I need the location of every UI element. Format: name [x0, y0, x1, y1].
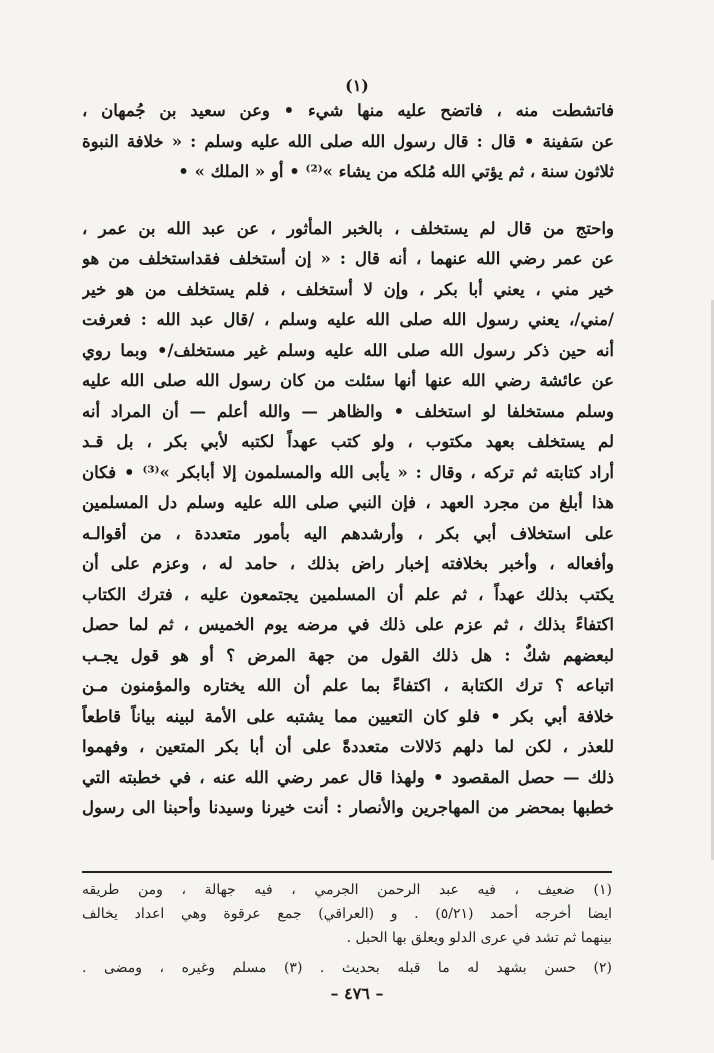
text-line: فاتشطت منه ، فاتضح عليه منها شيء • وعن سعيد بن جُمهان ، — [82, 101, 614, 120]
text-line: وأفعاله ، وأخبر بخلافته إخبار راض بذلك ، حامد له ، وعزم على أن — [82, 554, 614, 573]
text-line: اتباعه ؟ ترك الكتابة ، اكتفاءً بما علم أن الله يختاره والمؤمنون مـن — [82, 676, 614, 695]
footnote-separator — [82, 871, 612, 873]
footnote-line: (١) ضعيف ، فيه عبد الرحمن الجرمي ، فيه جهالة ، ومن طريقه — [82, 882, 612, 898]
footnote-line: بينهما ثم تشد في عرى الدلو ويعلق بها الحبل . — [346, 930, 612, 946]
main-text — [82, 96, 614, 824]
text-line: لم يستخلف بعهد مكتوب ، ولو كتب عهداً لكتبه لأبي بكر ، بل قـد — [82, 432, 614, 451]
text-line: خطبها بمحضر من المهاجرين والأنصار : أنت خيرنا وسيدنا وأحبنا الى رسول — [82, 798, 614, 817]
text-line: لبعضهم شكٌ : هل ذلك القول من جهة المرض ؟ أو هو قول يجـب — [82, 645, 614, 665]
text-line: على استخلاف أبي بكر ، وأرشدهم اليه بأمور متعددة ، من أقوالـه — [82, 523, 614, 543]
text-line: ذلك — حصل المقصود • ولهذا قال عمر رضي الله عنه ، في خطبته التي — [82, 767, 614, 787]
page-number: – ٤٧٦ – — [330, 984, 384, 1003]
note-marker: (١) — [345, 76, 369, 95]
text-line: اكتفاءً بذلك ، ثم عزم على ذلك في مرضه يوم الخميس ، ثم لما حصل — [82, 615, 614, 634]
text-line: أراد كتابته ثم تركه ، وقال : « يأبى الله والمسلمون إلا أبابكر »⁽³⁾ • فكان — [82, 462, 614, 482]
footnote-line: ايضا أخرجه أحمد (٥/٢١) . و (العراقي) جمع عرقوة وهي اعداد يخالف — [82, 906, 612, 922]
footnotes — [82, 878, 612, 980]
text-line: ثلاثون سنة ، ثم يؤتي الله مُلكه من يشاء »⁽²⁾ • أو « الملك » • — [178, 162, 614, 181]
text-line: عن سَفينة • قال : قال رسول الله صلى الله عليه وسلم : « خلافة النبوة — [82, 131, 614, 151]
text-line: خلافة أبي بكر • فلو كان التعيين مما يشتبه على الأمة لبينه بياناً قاطعاً — [82, 706, 614, 726]
text-line: أنه حين ذكر رسول الله صلى الله عليه وسلم غير مستخلف/• وبما روي — [82, 340, 614, 360]
text-line: واحتج من قال لم يستخلف ، بالخبر المأثور ، عن عبد الله بن عمر ، — [82, 218, 614, 238]
text-line: هذا أبلغ من مجرد العهد ، فإن النبي صلى الله عليه وسلم دل المسلمين — [82, 493, 614, 512]
text-line: للعذر ، لكن لما دلهم دَلالات متعددةً على أن أبا بكر المتعين ، وفهموا — [82, 737, 614, 756]
text-line: خير مني ، يعني أبا بكر ، وإن لا أستخلف ، فلم يستخلف من هو خير — [82, 279, 614, 299]
text-line: عن عائشة رضي الله عنها أنها سئلت من كان رسول الله صلى الله عليه — [82, 371, 614, 390]
text-line: /مني/، يعني رسول الله صلى الله عليه وسلم ، /قال عبد الله : فعرفت — [82, 310, 614, 329]
text-line: وسلم مستخلفا لو استخلف • والظاهر — والله أعلم — أن المراد أنه — [82, 401, 614, 421]
footnote-line: (٢) حسن بشهد له ما قبله بحديث . (٣) مسلم وغيره ، ومضى . — [82, 960, 612, 976]
text-line: يكتب بذلك عهداً ، ثم علم أن المسلمين يجتمعون عليه ، فترك الكتاب — [82, 584, 614, 604]
text-line: عن عمر رضي الله عنهما ، أنه قال : « إن أستخلف فقداستخلف من هو — [82, 249, 614, 268]
